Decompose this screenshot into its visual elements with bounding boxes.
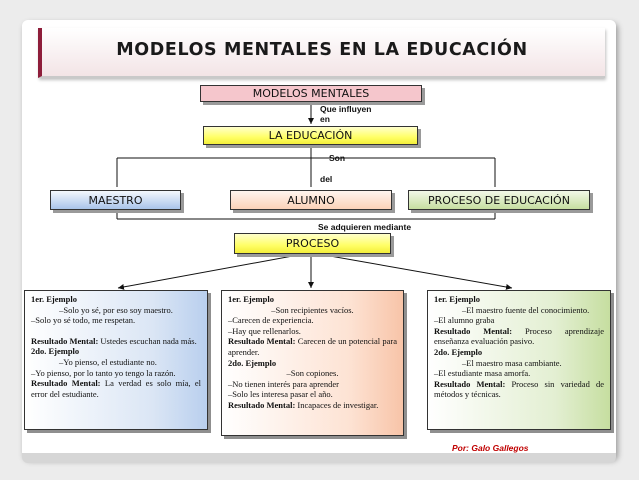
panel-proceso-heading2: 2do. Ejemplo <box>434 346 483 357</box>
panel-maestro-result1-label: Resultado Mental: <box>31 335 99 346</box>
panel-proceso-result2-text: Proceso sin variedad de métodos y técnicas. <box>434 378 604 400</box>
arrow-to-panel-right <box>313 253 512 288</box>
panel-alumno-ex2-line2: –No tienen interés para aprender <box>228 378 339 389</box>
panel-proceso-result1-text: Proceso aprendizaje enseñanza evaluación pasivo. <box>434 325 604 347</box>
panel-maestro-result2-text: La verdad es solo mía, el error del estudiante. <box>31 378 201 399</box>
panel-maestro-result1-text: Ustedes escuchan nada más. <box>100 335 197 346</box>
panel-alumno-ex2-line1: –Son copiones. <box>286 368 339 379</box>
connector-label-adquieren: Se adquieren mediante <box>318 222 412 232</box>
panel-maestro-result2-label: Resultado Mental: <box>31 378 101 389</box>
panel-proceso-heading1: 1er. Ejemplo <box>434 294 480 304</box>
panel-maestro-heading2: 2do. Ejemplo <box>31 346 80 357</box>
panel-alumno-result1-text: Carecen de un potencial para aprender. <box>228 336 397 357</box>
node-alumno: ALUMNO <box>230 190 392 210</box>
node-modelos-mentales: MODELOS MENTALES <box>200 85 422 102</box>
slide-title: MODELOS MENTALES EN LA EDUCACIÓN <box>116 40 528 60</box>
node-la-educacion: LA EDUCACIÓN <box>203 126 418 145</box>
panel-proceso-ex2-line2: –El estudiante masa amorfa. <box>434 368 531 379</box>
connector-label-del: del <box>320 174 333 184</box>
panel-alumno-result2-text: Incapaces de investigar. <box>297 399 379 410</box>
panel-proceso-result2-label: Resultado Mental: <box>434 378 506 389</box>
panel-alumno-ex2-line3: –Solo les interesa pasar el año. <box>228 389 333 400</box>
panel-proceso-ex1-line2: –El alumno graba <box>434 315 495 326</box>
connector-label-influyen-line2: en <box>320 114 330 124</box>
panel-proceso-ex2-line1: –El maestro masa cambiante. <box>462 357 562 368</box>
connector-label-influyen <box>320 104 371 124</box>
connector-label-son: Son <box>329 153 346 163</box>
panel-alumno-result1-label: Resultado Mental: <box>228 336 296 347</box>
node-proceso: PROCESO <box>234 233 391 254</box>
panel-alumno-heading2: 2do. Ejemplo <box>228 357 277 368</box>
panel-alumno-ex1-line2: –Carecen de experiencia. <box>228 315 314 326</box>
panel-alumno-ex1-line3: –Hay que rellenarlos. <box>228 325 301 336</box>
panel-maestro-heading1: 1er. Ejemplo <box>31 294 77 304</box>
panel-proceso-ejemplos <box>427 290 611 430</box>
panel-maestro-ex2-line1: –Yo pienso, el estudiante no. <box>59 356 157 367</box>
node-maestro: MAESTRO <box>50 190 181 210</box>
author-credit: Por: Galo Gallegos <box>452 443 529 453</box>
arrow-to-panel-left <box>118 253 309 288</box>
panel-maestro-ex1-line2: –Solo yo sé todo, me respetan. <box>31 315 136 326</box>
panel-alumno-ejemplos <box>221 290 404 436</box>
node-proceso-de-educacion: PROCESO DE EDUCACIÓN <box>408 190 590 210</box>
panel-proceso-result1-label: Resultado Mental: <box>434 325 513 336</box>
panel-alumno-ex1-line1: –Son recipientes vacíos. <box>271 304 354 315</box>
panel-maestro-ejemplos <box>24 290 208 430</box>
panel-maestro-ex2-line2: –Yo pienso, por lo tanto yo tengo la razón. <box>31 367 176 378</box>
connector-label-influyen-line1: Que influyen <box>320 104 372 114</box>
panel-maestro-ex1-line1: –Solo yo sé, por eso soy maestro. <box>59 304 173 315</box>
panel-alumno-heading1: 1er. Ejemplo <box>228 294 274 304</box>
panel-proceso-ex1-line1: –El maestro fuente del conocimiento. <box>462 304 590 315</box>
panel-alumno-result2-label: Resultado Mental: <box>228 399 296 410</box>
